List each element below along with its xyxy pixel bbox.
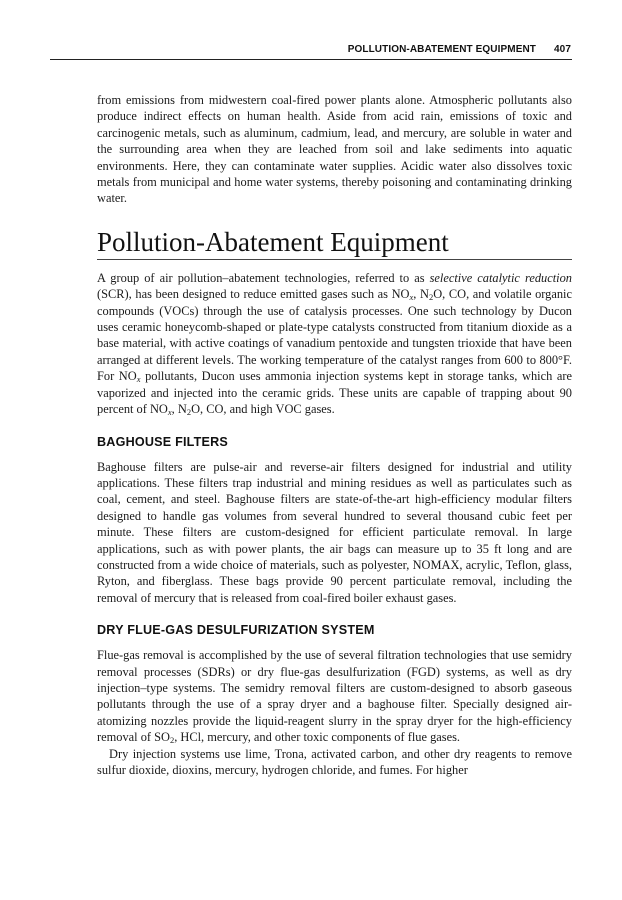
baghouse-paragraph: Baghouse filters are pulse-air and reverse-air filters designed for industrial and utility applications. These filters trap industrial and mining residues as well as particulates such as coal, cement, and steel. Baghouse filters are state-of-the-art high-efficiency modular filters designed to handle gas volumes from several hundred to several thousand cubic feet per minute. These filters are custom-designed for efficient particulate removal. In large applications, such as with power plants, the air bags can measure up to 35 ft long and are constructed from a wide choice of materials, such as polyester, NOMAX, acrylic, Teflon, glass, Ryton, and fiberglass. These bags provide 90 percent particulate removal, including the removal of mercury that is released from coal-fired boiler exhaust gases.	[97, 459, 572, 605]
fgd-heading: DRY FLUE-GAS DESULFURIZATION SYSTEM	[97, 623, 375, 638]
fgd-paragraph-2: Dry injection systems use lime, Trona, activated carbon, and other dry reagents to remove sulfur dioxide, dioxins, mercury, hydrogen chloride, and fumes. For higher	[97, 746, 572, 777]
running-title: POLLUTION-ABATEMENT EQUIPMENT	[347, 44, 536, 55]
section-title-rule	[97, 259, 572, 260]
section-title: Pollution-Abatement Equipment	[97, 226, 449, 257]
fgd-paragraph-1: Flue-gas removal is accomplished by the use of several filtration technologies that use semidry removal processes (SDRs) or dry flue-gas desulfurization (FGD) systems, as well as dry injection–type systems. The semidry removal filters are custom-designed to absorb gaseous pollutants through the use of a spray dryer and a baghouse filter. Specially designed air-atomizing nozzles provide the liquid-reagent slurry in the spray dryer for the high-efficiency removal of $SO_2$, HCl, mercury, and other toxic components of flue gases.	[97, 648, 572, 746]
running-head	[0, 44, 571, 55]
main-content	[97, 92, 572, 778]
header-rule	[50, 59, 572, 60]
baghouse-heading: BAGHOUSE FILTERS	[97, 434, 229, 449]
page-number: 407	[554, 44, 571, 55]
scr-paragraph: A group of air pollution–abatement technologies, referred to as selective catalytic reduction (SCR), has been designed to reduce emitted gases such as $NO_x$, $N_2O$, CO, and volatile organic compounds (VOCs) through the use of catalysis processes. One such technology by Ducon uses ceramic honeycomb-shaped or plate-type catalysts constructed from titanium dioxide as a base material, with active coatings of vanadium pentoxide and tungsten trioxide that have been arranged at different levels. The working temperature of the catalyst ranges from 600 to 800°F. For $NO_x$ pollutants, Ducon uses ammonia injection systems kept in storage tanks, which are vaporized and injected into the ceramic grids. These units are capable of trapping about 90 percent of $NO_x$, $N_2O$, CO, and high VOC gases.	[97, 270, 572, 418]
intro-paragraph: from emissions from midwestern coal-fired power plants alone. Atmospheric pollutants also produce indirect effects on human health. Aside from acid rain, emissions of toxic and carcinogenic metals, such as aluminum, cadmium, lead, and mercury, are soluble in water and the surrounding area when they are leached from soil and lake sediments into aquatic environments. Here, they can contaminate water supplies. Acidic water also dissolves toxic metals from municipal and home water systems, thereby poisoning and contaminating drinking water.	[97, 93, 572, 206]
scr-term: selective catalytic reduction	[429, 270, 572, 285]
